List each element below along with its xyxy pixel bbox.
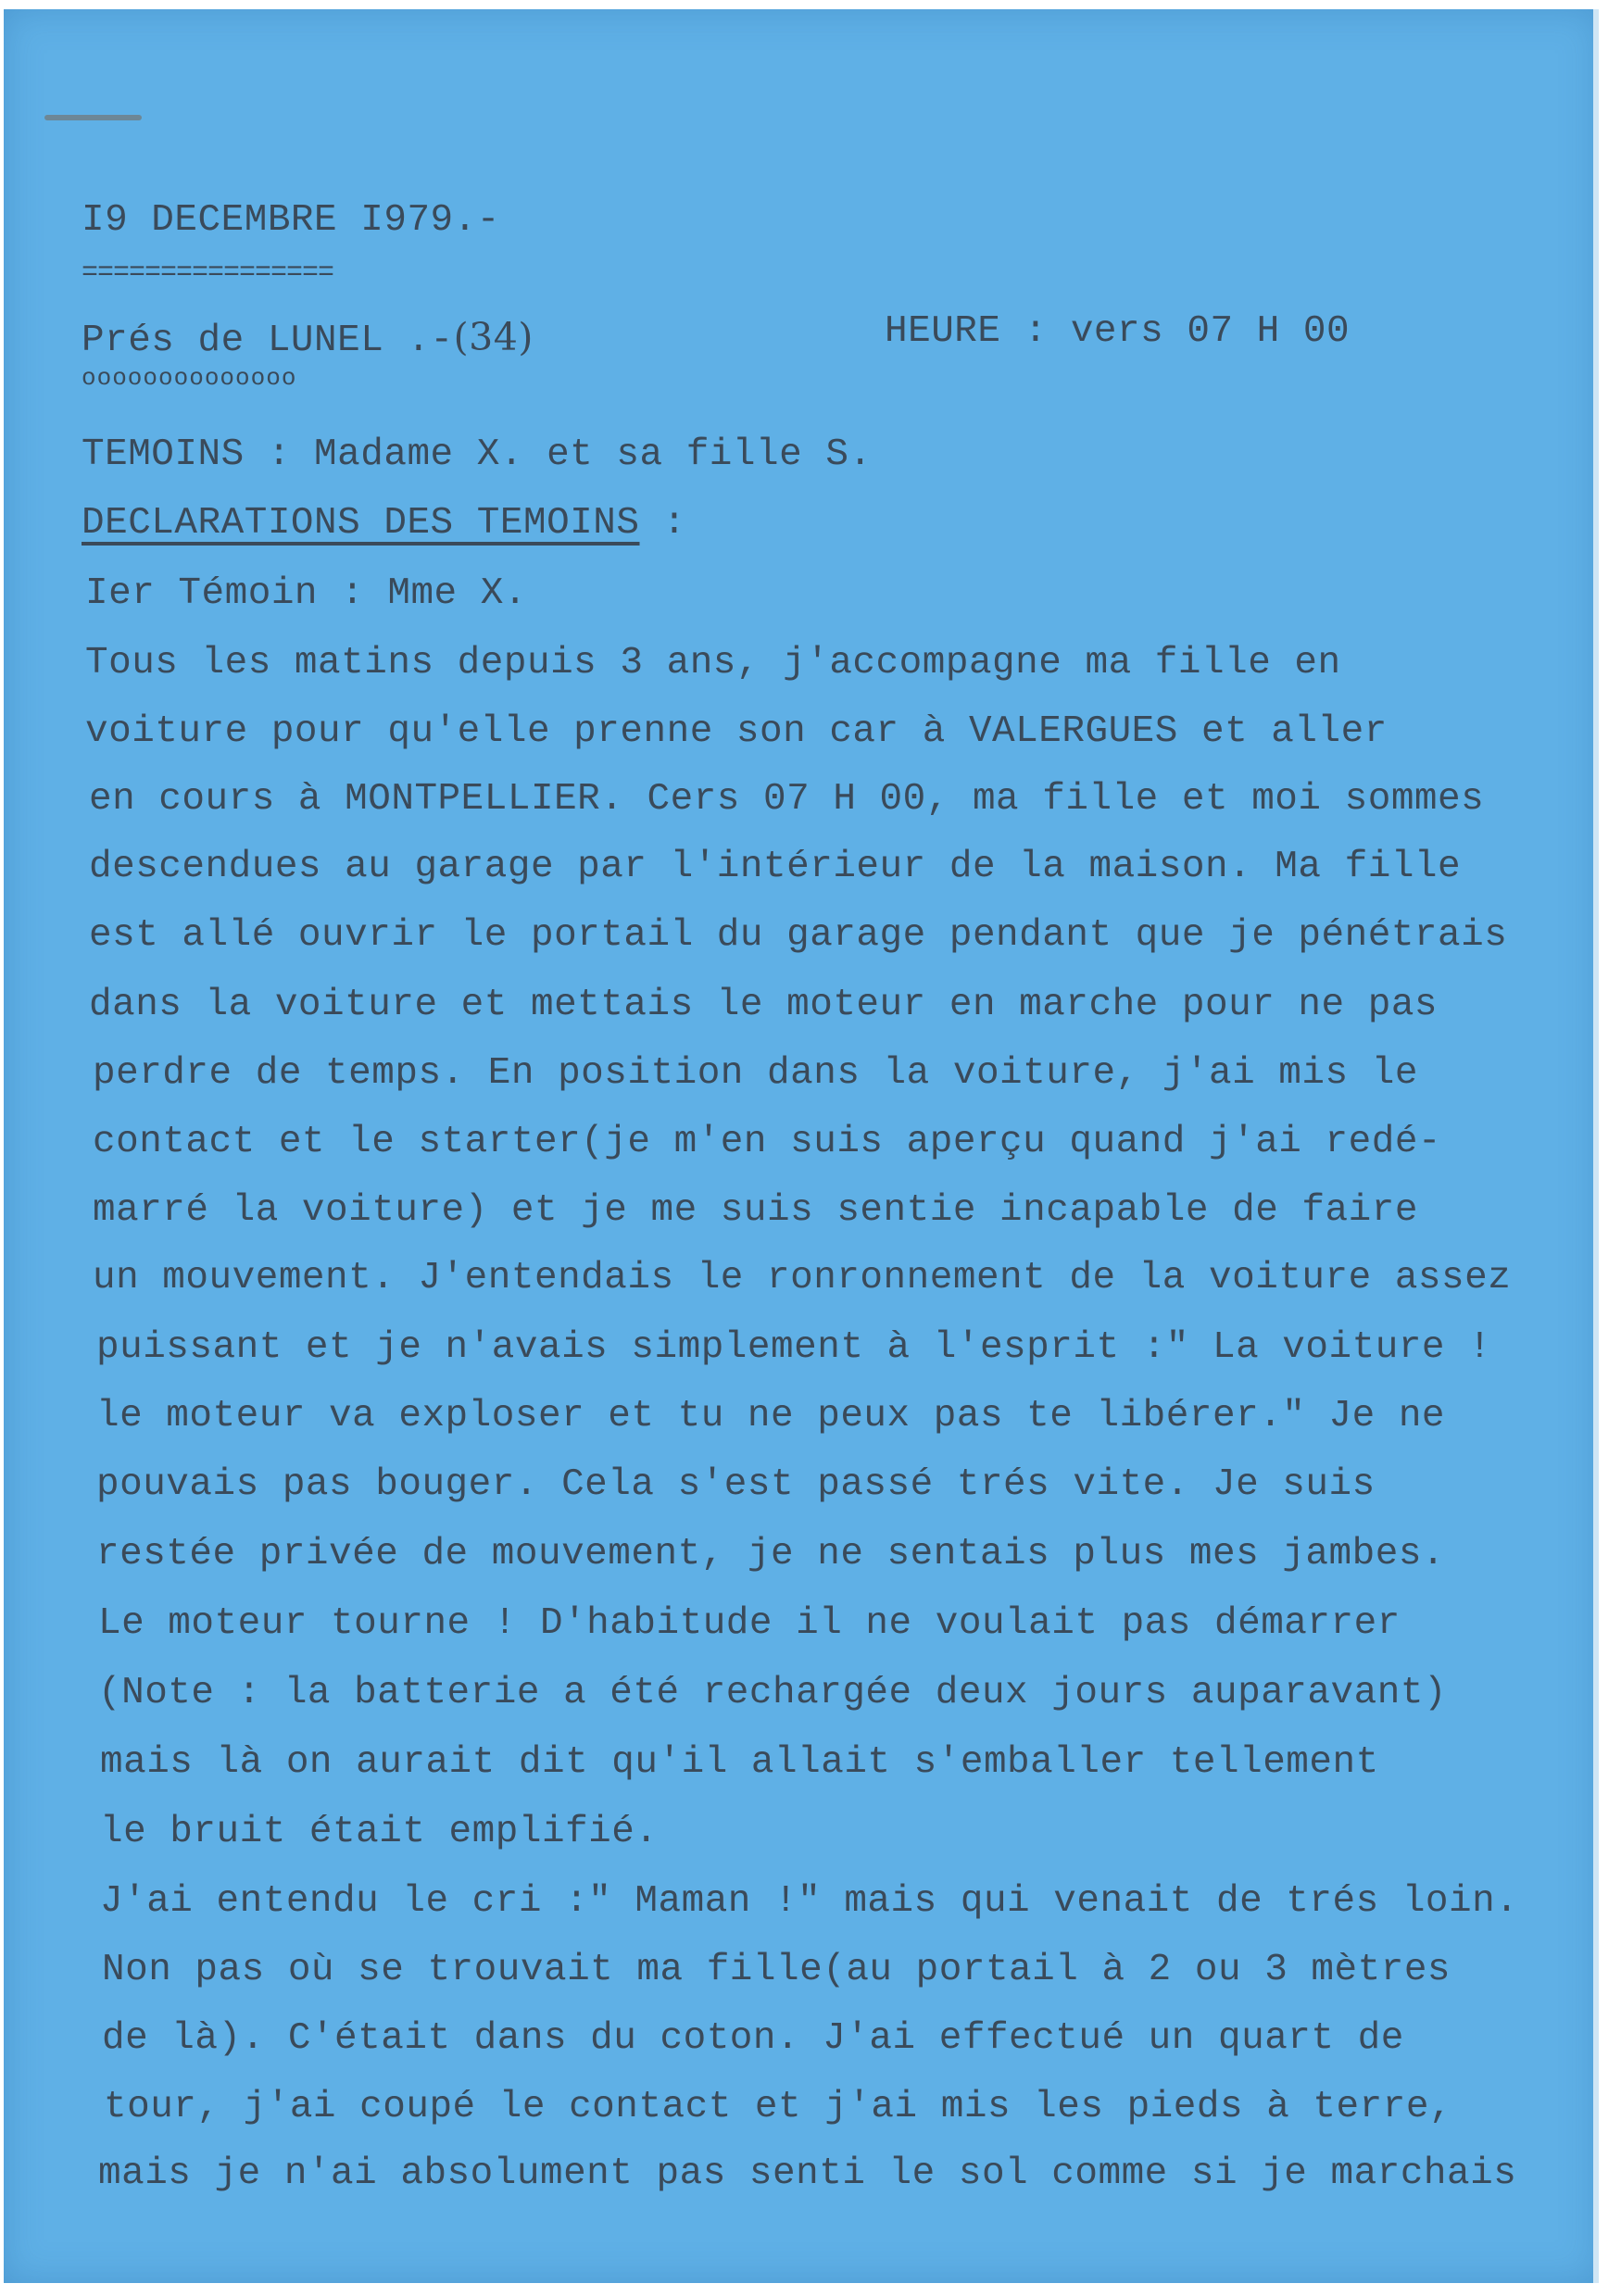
- staple-mark: [44, 115, 142, 120]
- body-line: le bruit était emplifié.: [100, 1811, 659, 1853]
- time-of-event: HEURE : vers 07 H 00: [885, 310, 1351, 353]
- declarations-heading-text: DECLARATIONS DES TEMOINS: [82, 502, 640, 545]
- body-line: perdre de temps. En position dans la voiture, j'ai mis le: [93, 1052, 1418, 1095]
- declarations-heading: [82, 502, 686, 545]
- location: [82, 315, 534, 362]
- body-line: restée privée de mouvement, je ne sentais plus mes jambes.: [96, 1533, 1446, 1575]
- witnesses-line: TEMOINS : Madame X. et sa fille S.: [82, 433, 873, 476]
- body-line: marré la voiture) et je me suis sentie incapable de faire: [93, 1189, 1418, 1232]
- body-line: descendues au garage par l'intérieur de la maison. Ma fille: [89, 846, 1462, 888]
- sheet-edge: [1593, 9, 1599, 2283]
- location-underline: oooooooooooooo: [82, 364, 297, 392]
- body-line: Le moteur tourne ! D'habitude il ne voulait pas démarrer: [98, 1602, 1401, 1645]
- body-line: J'ai entendu le cri :" Maman !" mais qui venait de trés loin.: [100, 1880, 1519, 1923]
- body-line: contact et le starter(je m'en suis aperçu quand j'ai redé-: [93, 1121, 1442, 1163]
- body-line: tour, j'ai coupé le contact et j'ai mis les pieds à terre,: [104, 2086, 1453, 2128]
- location-department: (34): [453, 315, 534, 359]
- date-underline: ================: [82, 257, 334, 289]
- body-line: (Note : la batterie a été rechargée deux jours auparavant): [98, 1672, 1448, 1714]
- location-prefix: Prés de LUNEL .-: [82, 320, 454, 362]
- body-line: mais là on aurait dit qu'il allait s'emballer tellement: [100, 1741, 1379, 1784]
- first-witness-label: Ier Témoin : Mme X.: [85, 572, 527, 615]
- body-line: puissant et je n'avais simplement à l'esprit :" La voiture !: [96, 1326, 1492, 1369]
- body-line: dans la voiture et mettais le moteur en marche pour ne pas: [89, 984, 1439, 1026]
- body-line: en cours à MONTPELLIER. Cers 07 H 00, ma fille et moi sommes: [89, 778, 1485, 821]
- body-line: pouvais pas bouger. Cela s'est passé trés vite. Je suis: [96, 1463, 1376, 1506]
- body-line: Non pas où se trouvait ma fille(au portail à 2 ou 3 mètres: [102, 1949, 1451, 1991]
- body-line: est allé ouvrir le portail du garage pendant que je pénétrais: [89, 914, 1508, 957]
- document-date: I9 DECEMBRE I979.-: [82, 199, 500, 242]
- body-line: de là). C'était dans du coton. J'ai effectué un quart de: [102, 2017, 1404, 2060]
- body-line: le moteur va exploser et tu ne peux pas te libérer." Je ne: [96, 1395, 1446, 1437]
- body-line: Tous les matins depuis 3 ans, j'accompagne ma fille en: [85, 642, 1341, 684]
- body-line: mais je n'ai absolument pas senti le sol comme si je marchais: [98, 2152, 1517, 2195]
- declarations-heading-colon: :: [662, 502, 686, 545]
- body-line: un mouvement. J'entendais le ronronnement de la voiture assez: [93, 1257, 1512, 1299]
- body-line: voiture pour qu'elle prenne son car à VALERGUES et aller: [85, 710, 1388, 753]
